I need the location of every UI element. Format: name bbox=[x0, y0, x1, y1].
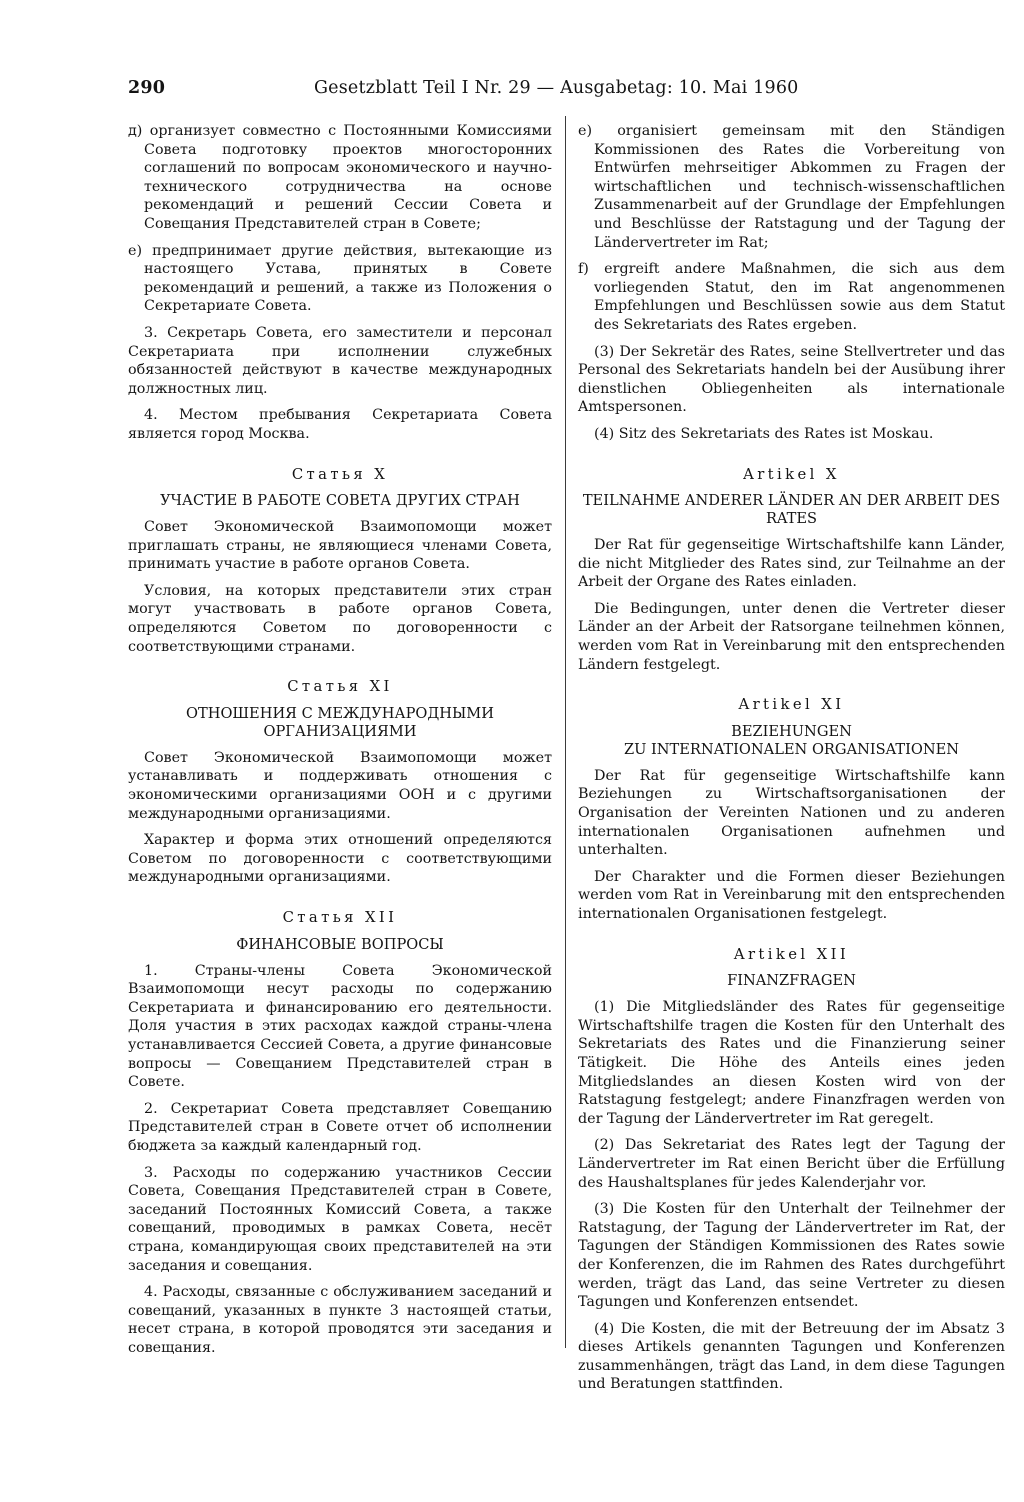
article-11-label: Статья XI bbox=[287, 678, 393, 696]
artikel-10-label: Artikel X bbox=[743, 465, 840, 483]
article-11-paragraph-2: Характер и форма этих отношений определяются Советом по договоренности с соответствующими международными организациями. bbox=[128, 832, 552, 886]
artikel-12-label: Artikel XII bbox=[733, 945, 850, 963]
article-12-label: Статья XII bbox=[282, 909, 398, 926]
artikel-11-absatz-2: Der Charakter und die Formen dieser Beziehungen werden vom Rat in Vereinbarung mit den entsprechenden internationalen Organisationen festgelegt. bbox=[578, 868, 1005, 922]
artikel-12-title: FINANZFRAGEN bbox=[727, 972, 856, 990]
absatz-e: e) organisiert gemeinsam mit den Ständigen Kommissionen des Rates die Vorbereitung von Entwürfen mehrseitiger Abkommen zu Fragen der wirtschaftlichen und technisch-wissenschaftlichen Zusammenarbeit auf der Grundlage der Empfehlungen und Beschlüsse der Ratstagung und der Tagung der Ländervertreter im Rat; bbox=[578, 123, 1005, 251]
paragraph-3: 3. Секретарь Совета, его заместители и персонал Секретариата при исполнении служебных обязанностей действуют в качестве международных должностных лиц. bbox=[128, 324, 552, 397]
artikel-12-absatz-4: (4) Die Kosten, die mit der Betreuung der im Absatz 3 dieses Artikels genannten Tagungen und Konferenzen zusammenhängen, trägt das Land, in dem diese Tagungen und Beratungen stattfinden. bbox=[578, 1320, 1005, 1393]
artikel-11-title-line-2: ZU INTERNATIONALEN ORGANISATIONEN bbox=[623, 740, 960, 758]
article-12-paragraph-2: 2. Секретариат Совета представляет Совещанию Представителей стран в Совете отчет об исполнении бюджета за каждый календарный год. bbox=[128, 1100, 552, 1154]
article-12-paragraph-3: 3. Расходы по содержанию участников Сессии Совета, Совещания Представителей стран в Совете, заседаний Постоянных Комиссий Совета, а также совещаний, проводимых в рамках Совета, несёт страна, командирующая своих представителей на эти заседания и совещания. bbox=[128, 1164, 552, 1274]
article-12-paragraph-1: 1. Страны-члены Совета Экономической Взаимопомощи несут расходы по содержанию Секретариата и финансированию его деятельности. Доля участия в этих расходах каждой страны-члена устанавливается Сессией Совета, а другие финансовые вопросы — Совещанием Представителей стран в Совете. bbox=[128, 962, 552, 1091]
article-10-title: УЧАСТИЕ В РАБОТЕ СОВЕТА ДРУГИХ СТРАН bbox=[160, 492, 520, 510]
artikel-10-absatz-1: Der Rat für gegenseitige Wirtschaftshilfe kann Länder, die nicht Mitglieder des Rates sind, zur Teilnahme an der Arbeit der Organe des Rates einladen. bbox=[578, 537, 1005, 591]
article-10-label: Статья X bbox=[291, 465, 389, 483]
article-12-title: ФИНАНСОВЫЕ ВОПРОСЫ bbox=[236, 935, 444, 953]
article-12-paragraph-4: 4. Расходы, связанные с обслуживанием заседаний и совещаний, указанных в пункте 3 настоящей статьи, несет страна, в которой проводятся эти заседания и совещания. bbox=[128, 1284, 552, 1356]
artikel-11-label: Artikel XI bbox=[738, 696, 845, 714]
absatz-4: (4) Sitz des Sekretariats des Rates ist Moskau. bbox=[594, 425, 934, 442]
article-10-paragraph-1: Совет Экономической Взаимопомощи может приглашать страны, не являющиеся членами Совета, принимать участие в работе органов Совета. bbox=[128, 519, 552, 573]
artikel-12-absatz-2: (2) Das Sekretariat des Rates legt der Tagung der Ländervertreter im Rat einen Bericht über die Erfüllung des Haushaltsplanes für jedes Kalenderjahr vor. bbox=[578, 1137, 1005, 1191]
german-column bbox=[578, 122, 1005, 1402]
column-divider bbox=[565, 116, 566, 1348]
paragraph-e: е) предпринимает другие действия, вытекающие из настоящего Устава, принятых в Совете рекомендаций и решений, а также из Положения о Секретариате Совета. bbox=[128, 242, 552, 315]
absatz-3: (3) Der Sekretär des Rates, seine Stellvertreter und das Personal des Sekretariats handeln bei der Ausübung ihrer dienstlichen Obliegenheiten als internationale Amtspersonen. bbox=[578, 343, 1005, 416]
article-10-paragraph-2: Условия, на которых представители этих стран могут участвовать в работе органов Совета, определяются Советом по договоренности с соответствующими странами. bbox=[128, 582, 552, 655]
artikel-11-absatz-1: Der Rat für gegenseitige Wirtschaftshilfe kann Beziehungen zu Wirtschaftsorganisationen der Organisation der Vereinten Nationen und zu anderen internationalen Organisationen aufnehmen und unterhalten. bbox=[578, 767, 1005, 859]
absatz-f: f) ergreift andere Maßnahmen, die sich aus dem vorliegenden Statut, den im Rat angenommenen Empfehlungen und Beschlüssen sowie aus dem Statut des Sekretariats des Rates ergeben. bbox=[578, 261, 1005, 333]
article-11-title: ОТНОШЕНИЯ С МЕЖДУНАРОДНЫМИ ОРГАНИЗАЦИЯМИ bbox=[186, 704, 494, 740]
artikel-12-absatz-3: (3) Die Kosten für den Unterhalt der Teilnehmer der Ratstagung, der Tagung der Ländervertreter im Rat, der Tagungen der Ständigen Kommissionen des Rates sowie der Konferenzen, die im Rahmen des Rates durchgeführt werden, trägt das Land, das seine Vertreter zu diesen Tagungen und Konferenzen entsendet. bbox=[578, 1201, 1005, 1311]
artikel-11-title bbox=[578, 723, 1005, 759]
artikel-10-title: TEILNAHME ANDERER LÄNDER AN DER ARBEIT DES RATES bbox=[582, 492, 1001, 528]
paragraph-d: д) организует совместно с Постоянными Комиссиями Совета подготовку проектов многосторонних соглашений по вопросам экономического и научно-технического сотрудничества на основе рекомендаций и решений Сессии Совета и Совещания Представителей стран в Совете; bbox=[128, 123, 552, 232]
header-title: Gesetzblatt Teil I Nr. 29 — Ausgabetag: 10. Mai 1960 bbox=[314, 78, 799, 98]
paragraph-4: 4. Местом пребывания Секретариата Совета является город Москва. bbox=[128, 407, 552, 442]
artikel-12-absatz-1: (1) Die Mitgliedsländer des Rates für gegenseitige Wirtschaftshilfe tragen die Kosten für den Unterhalt des Sekretariats des Rates und die Finanzierung seiner Tätigkeit. Die Höhe des Anteils eines jeden Mitgliedslandes an diesen Kosten wird von der Ratstagung festgelegt; andere Finanzfragen werden von der Tagung der Ländervertreter im Rat geregelt. bbox=[578, 999, 1005, 1127]
artikel-10-absatz-2: Die Bedingungen, unter denen die Vertreter dieser Länder an der Arbeit der Ratsorgane teilnehmen können, werden vom Rat in Vereinbarung mit den entsprechenden Ländern festgelegt. bbox=[578, 600, 1005, 673]
artikel-11-title-line-1: BEZIEHUNGEN bbox=[731, 722, 852, 740]
page-header bbox=[128, 78, 998, 104]
russian-column bbox=[128, 122, 552, 1365]
article-11-paragraph-1: Совет Экономической Взаимопомощи может устанавливать и поддерживать отношения с экономическими организациями ООН и с другими международными организациями. bbox=[128, 749, 552, 822]
page-number: 290 bbox=[128, 78, 166, 98]
